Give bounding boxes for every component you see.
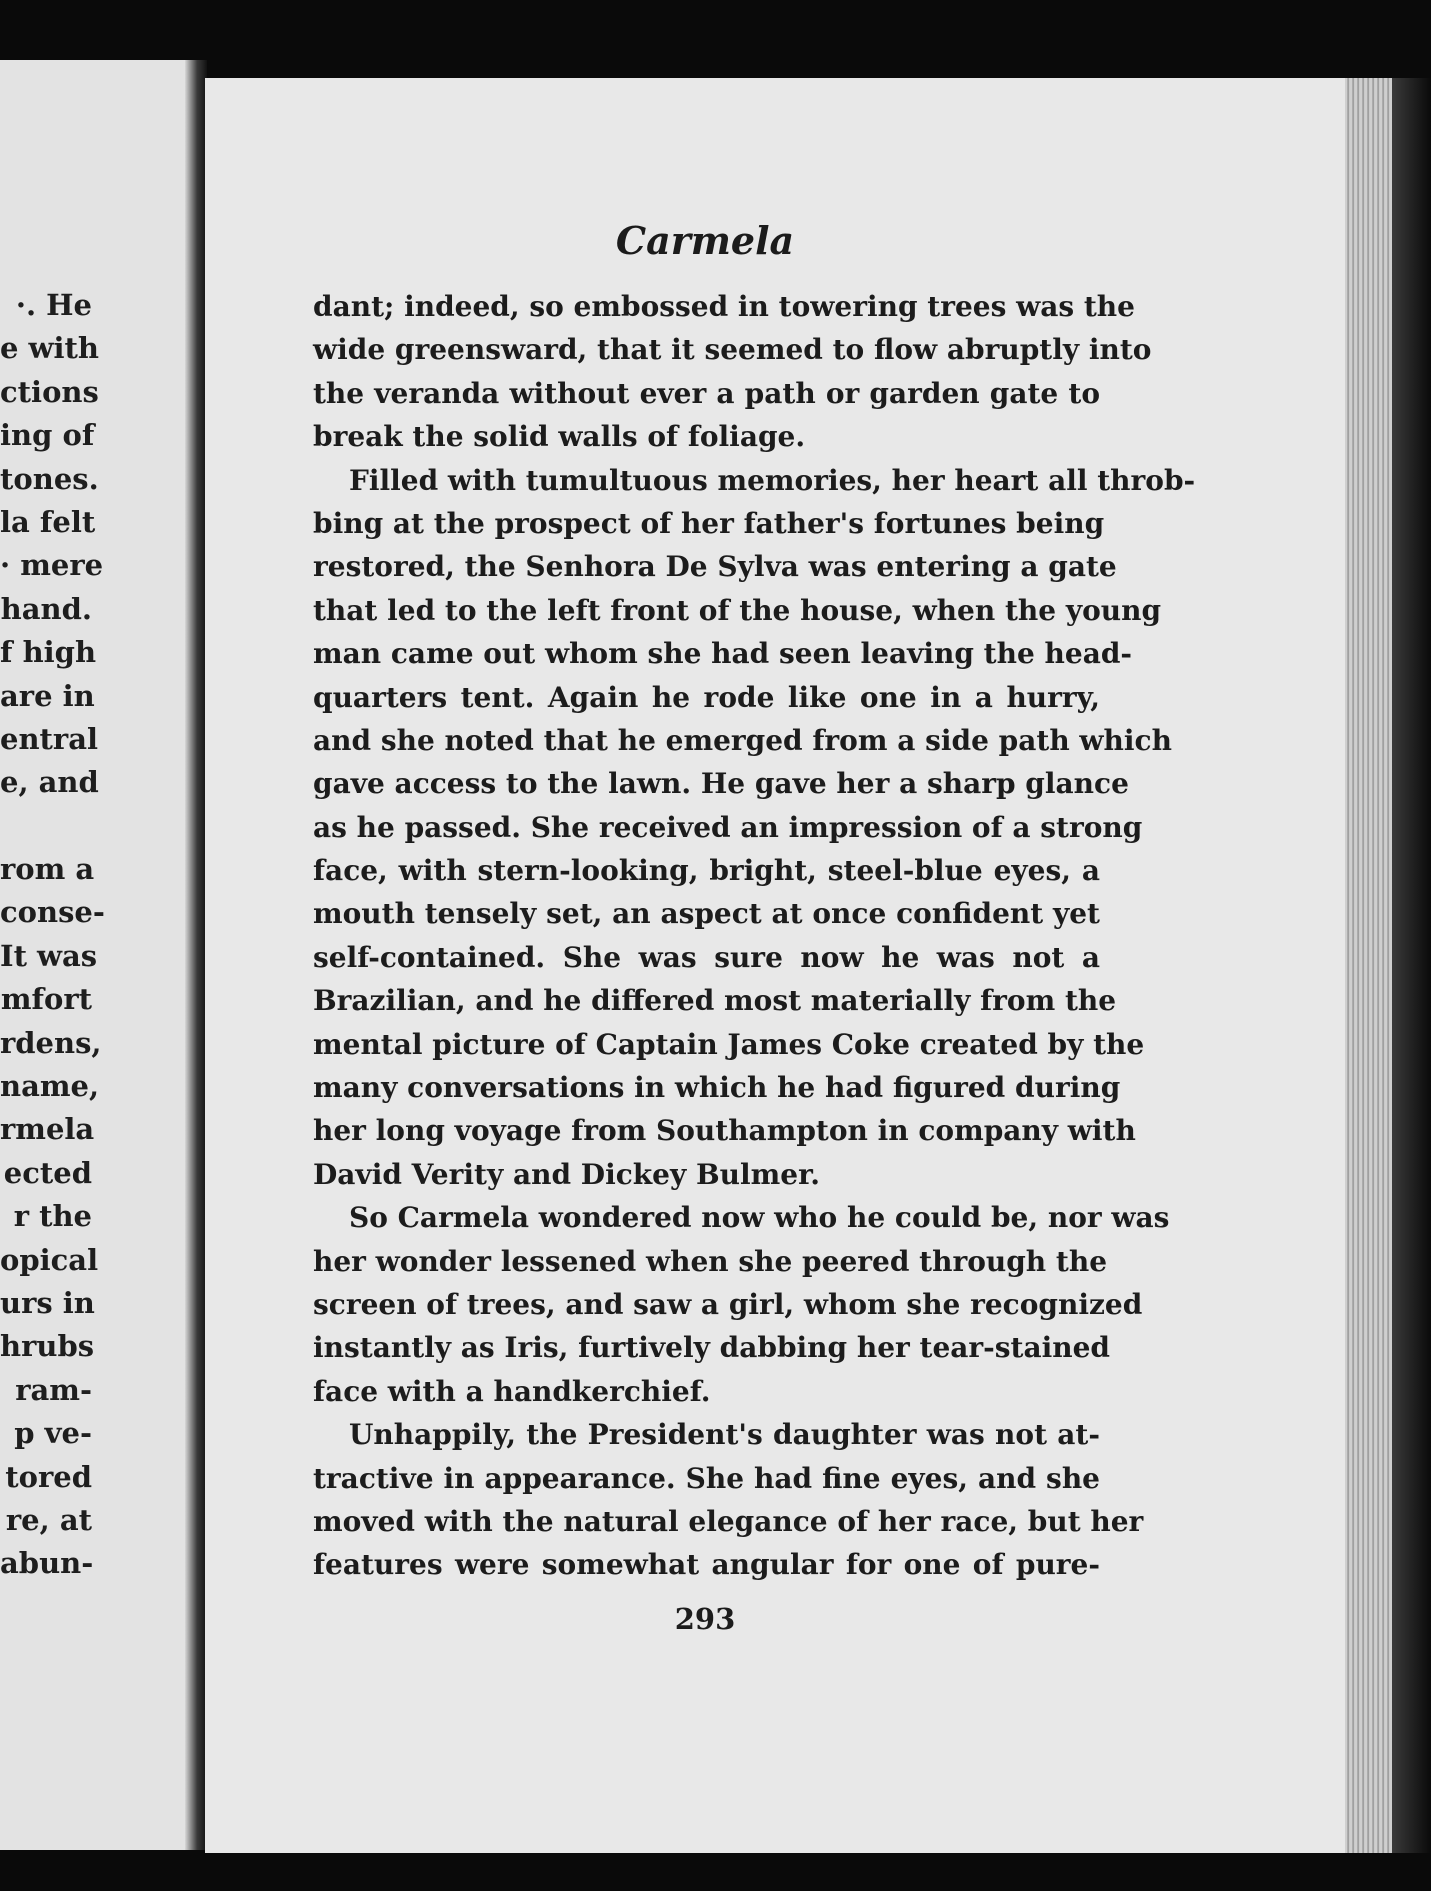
text-line: restored, the Senhora De Sylva was entering a gate: [313, 550, 1117, 584]
left-page-line: [0, 805, 92, 848]
text-line: many conversations in which he had figured during: [313, 1071, 1121, 1105]
text-line: the veranda without ever a path or garden gate to: [313, 376, 1100, 410]
left-page-line: tored: [5, 1459, 92, 1494]
body-text: [313, 285, 1196, 1587]
text-line: quarters tent. Again he rode like one in a hurry,: [313, 680, 1100, 714]
left-page-line: ected: [3, 1155, 92, 1190]
text-line: face with a handkerchief.: [313, 1374, 711, 1408]
text-line: moved with the natural elegance of her race, but her: [313, 1504, 1144, 1538]
text-line: bing at the prospect of her father's fortunes being: [313, 506, 1105, 540]
text-line: instantly as Iris, furtively dabbing her tear-stained: [313, 1331, 1111, 1365]
book-gutter: [185, 60, 207, 1850]
left-page-line: e with: [0, 331, 100, 366]
text-line: break the solid walls of foliage.: [313, 420, 806, 454]
text-line: wide greensward, that it seemed to flow abruptly into: [313, 333, 1152, 367]
running-head: Carmela: [615, 218, 795, 263]
text-line: dant; indeed, so embossed in towering trees was the: [313, 290, 1135, 323]
left-page-line: entral: [0, 721, 99, 756]
left-page-line: mfort: [0, 982, 92, 1017]
left-page-line: name,: [0, 1069, 100, 1104]
text-line: Unhappily, the President's daughter was not at-: [349, 1418, 1100, 1452]
left-page-line: are in: [0, 678, 95, 713]
text-line: Brazilian, and he differed most materially from the: [313, 984, 1117, 1018]
left-page-line: f high: [0, 635, 97, 670]
left-page-line: p ve-: [14, 1416, 92, 1451]
left-page-line: la felt: [0, 504, 96, 539]
left-page-line: conse-: [0, 895, 105, 930]
left-page-line: ram-: [15, 1372, 92, 1407]
text-line: face, with stern-looking, bright, steel-blue eyes, a: [313, 854, 1100, 888]
book-edge-shadow: [1392, 78, 1431, 1853]
text-line: So Carmela wondered now who he could be, nor was: [349, 1201, 1170, 1235]
text-line: screen of trees, and saw a girl, whom she recognized: [313, 1287, 1143, 1321]
left-page-line: rmela: [0, 1112, 95, 1147]
left-page-line: e, and: [0, 765, 99, 800]
text-line: self-contained. She was sure now he was not a: [313, 940, 1100, 974]
left-page-line: abun-: [0, 1546, 94, 1581]
left-page-line: tones.: [0, 461, 99, 496]
text-line: man came out whom she had seen leaving the head-: [313, 637, 1133, 671]
text-line: Filled with tumultuous memories, her heart all throb-: [349, 463, 1196, 497]
left-page-line: rdens,: [0, 1025, 102, 1060]
left-page-line: re, at: [5, 1502, 92, 1537]
page-edges: [1345, 78, 1395, 1853]
left-page-line: r the: [13, 1199, 92, 1234]
text-line: and she noted that he emerged from a side path which: [313, 723, 1172, 757]
left-page-text: [0, 284, 105, 1586]
page-number: 293: [674, 1602, 736, 1636]
text-line: mouth tensely set, an aspect at once confident yet: [313, 897, 1100, 931]
text-line: that led to the left front of the house, when the young: [313, 593, 1162, 627]
left-page-line: opical: [0, 1242, 99, 1277]
text-line: mental picture of Captain James Coke created by the: [313, 1027, 1145, 1061]
left-page-line: ctions: [0, 374, 99, 409]
text-line: her wonder lessened when she peered through the: [313, 1244, 1108, 1278]
left-page-line: It was: [0, 938, 98, 973]
left-page-line: ing of: [0, 418, 95, 453]
left-page-line: rom a: [0, 852, 95, 887]
text-line: features were somewhat angular for one of pure-: [313, 1548, 1100, 1582]
text-line: as he passed. She received an impression of a strong: [313, 810, 1143, 844]
left-page-line: hand.: [0, 591, 92, 626]
text-line: tractive in appearance. She had fine eyes, and she: [313, 1461, 1100, 1495]
text-line: David Verity and Dickey Bulmer.: [313, 1157, 821, 1191]
left-page-line: urs in: [0, 1285, 95, 1320]
text-line: gave access to the lawn. He gave her a sharp glance: [313, 767, 1129, 801]
left-page-line: ·. He: [15, 288, 92, 322]
left-page-line: hrubs: [0, 1329, 95, 1364]
left-page-line: · mere: [0, 548, 104, 583]
text-line: her long voyage from Southampton in company with: [313, 1114, 1136, 1148]
